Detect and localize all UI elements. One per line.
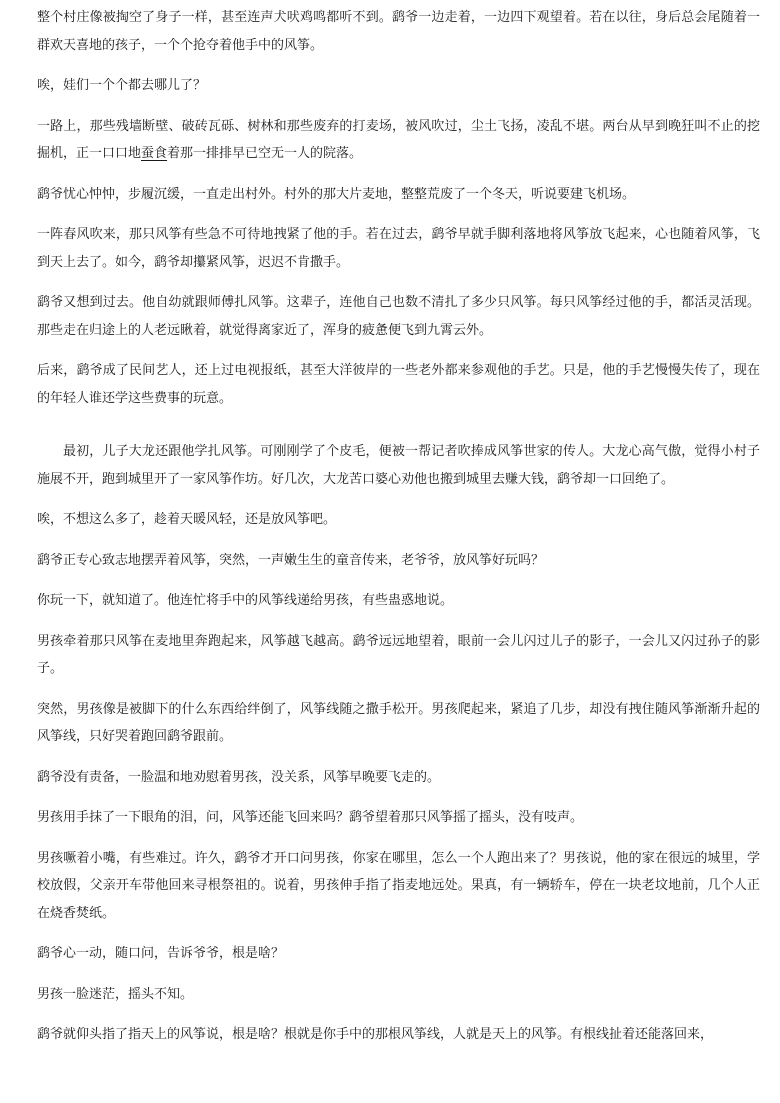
paragraph-2: 唉，娃们一个个都去哪儿了？: [37, 78, 207, 93]
paragraph-8: 最初，儿子大龙还跟他学扎风筝。可刚刚学了个皮毛，便被一帮记者吹捧成风筝世家的传人。大龙心高气傲，觉得小村子施展不开，跑到城里开了一家风筝作坊。好几次，大龙苦口婆心劝他也搬到城里去赚大钱，鹞爷却一口回绝了。: [37, 444, 760, 487]
paragraph-14: 鹞爷没有责备，一脸温和地劝慰着男孩，没关系，风筝早晚要飞走的。: [37, 769, 441, 785]
paragraph-3: [37, 113, 760, 168]
paragraph-15: 男孩用手抹了一下眼角的泪，问，风筝还能飞回来吗？鹞爷望着那只风筝摇了摇头，没有吱声。: [37, 810, 584, 825]
paragraph-gap: [37, 425, 760, 438]
paragraph-9: 唉，不想这么多了，趁着天暖风轻，还是放风筝吧。: [37, 512, 337, 527]
paragraph-3-part-1: 一路上，那些残墙断壁、破砖瓦砾、树林和那些废弃的打麦场，被风吹过，尘土飞扬，凌乱不堪。两台从早到晚狂叫不止的挖掘机，正一口口地: [37, 118, 760, 161]
paragraph-17: 鹞爷心一动，随口问，告诉爷爷，根是啥？: [37, 946, 285, 961]
underlined-word: 蚕食: [141, 146, 168, 161]
paragraph-11: 你玩一下，就知道了。他连忙将手中的风筝线递给男孩，有些蛊惑地说。: [37, 593, 454, 608]
paragraph-18: 男孩一脸迷茫，摇头不知。: [37, 986, 194, 1002]
paragraph-5: 一阵春风吹来，那只风筝有些急不可待地拽紧了他的手。若在过去，鹞爷早就手脚利落地将风筝放飞起来，心也随着风筝，飞到天上去了。如今，鹞爷却攥紧风筝，迟迟不肯撒手。: [37, 227, 760, 270]
paragraph-6: 鹞爷又想到过去。他自幼就跟师傅扎风筝。这辈子，连他自己也数不清扎了多少只风筝。每只风筝经过他的手，都活灵活现。那些走在归途上的人老远瞅着，就觉得离家近了，浑身的疲惫便飞到九霄云外。: [37, 295, 760, 338]
paragraph-1: 整个村庄像被掏空了身子一样，甚至连声犬吠鸡鸣都听不到。鹞爷一边走着，一边四下观望着。若在以往，身后总会尾随着一群欢天喜地的孩子，一个个抢夺着他手中的风筝。: [37, 10, 760, 53]
paragraph-3-part-2: 着那一排排早已空无一人的院落。: [167, 146, 363, 161]
paragraph-10: 鹞爷正专心致志地摆弄着风筝，突然，一声嫩生生的童音传来，老爷爷，放风筝好玩吗？: [37, 552, 545, 568]
paragraph-7: 后来，鹞爷成了民间艺人，还上过电视报纸，甚至大洋彼岸的一些老外都来参观他的手艺。只是，他的手艺慢慢失传了，现在的年轻人谁还学这些费事的玩意。: [37, 363, 760, 406]
paragraph-16: 男孩噘着小嘴，有些难过。许久，鹞爷才开口问男孩，你家在哪里，怎么一个人跑出来了？男孩说，他的家在很远的城里，学校放假，父亲开车带他回来寻根祭祖的。说着，男孩伸手指了指麦地远处。果真，有一辆轿车，停在一块老坟地前，几个人正在烧香焚纸。: [37, 850, 760, 921]
paragraph-13: 突然，男孩像是被脚下的什么东西给绊倒了，风筝线随之撒手松开。男孩爬起来，紧追了几步，却没有拽住随风筝渐渐升起的风筝线，只好哭着跑回鹞爷跟前。: [37, 701, 760, 744]
paragraph-19: 鹞爷就仰头指了指天上的风筝说，根是啥？根就是你手中的那根风筝线，人就是天上的风筝。有根线扯着还能落回来，: [37, 1027, 714, 1042]
paragraph-4: 鹞爷忧心忡忡，步履沉缓，一直走出村外。村外的那大片麦地，整整荒废了一个冬天，听说要建飞机场。: [37, 186, 636, 202]
paragraph-12: 男孩牵着那只风筝在麦地里奔跑起来，风筝越飞越高。鹞爷远远地望着，眼前一会儿闪过儿子的影子，一会儿又闪过孙子的影子。: [37, 633, 760, 676]
